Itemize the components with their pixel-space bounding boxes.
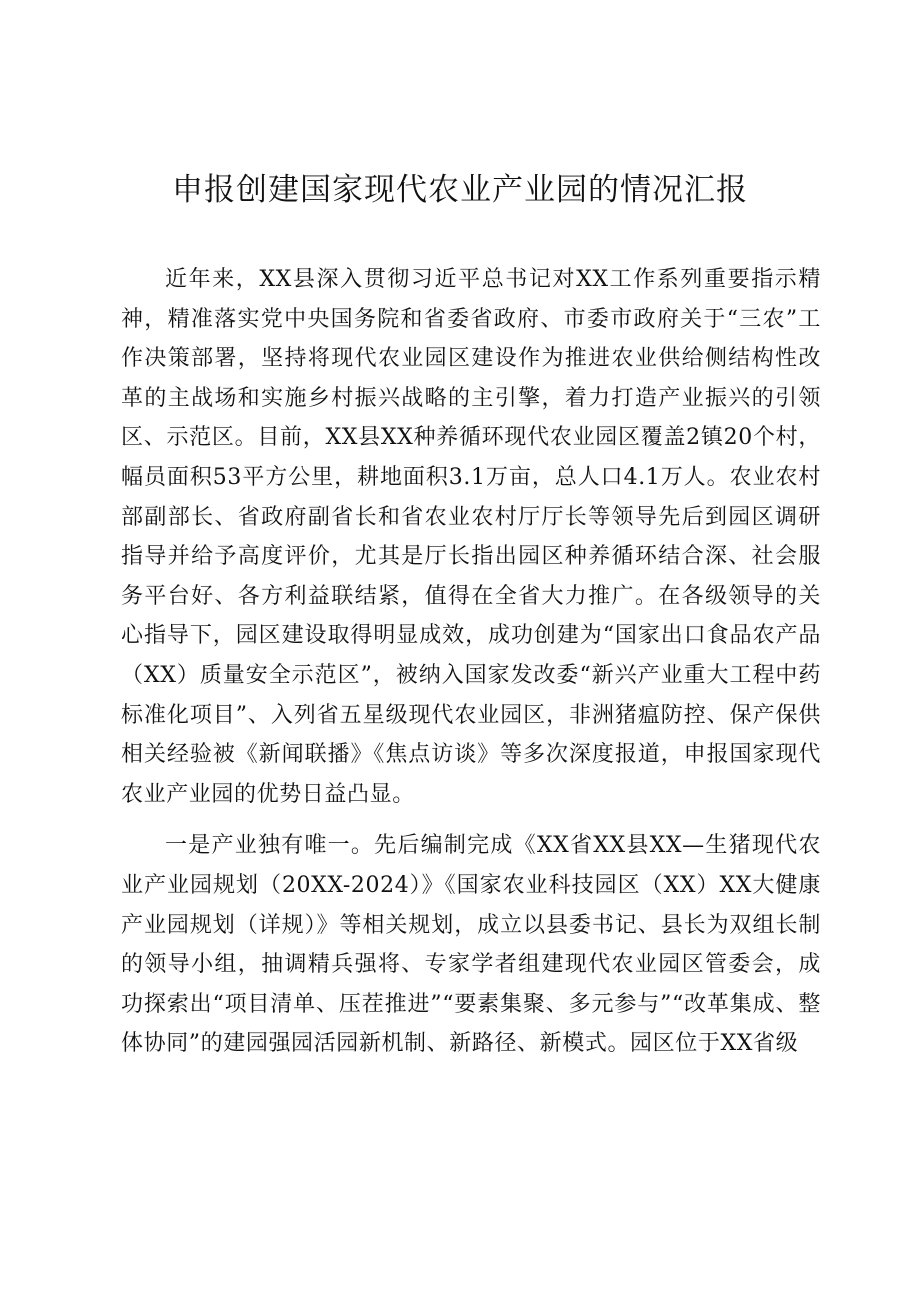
document-title: 申报创建国家现代农业产业园的情况汇报: [172, 172, 748, 208]
paragraph-intro: 近年来，XX县深入贯彻习近平总书记对XX工作系列重要指示精神，精准落实党中央国务院和省委省政府、市委市政府关于“三农”工作决策部署，坚持将现代农业园区建设作为推进农业供给侧结构性改革的主战场和实施乡村振兴战略的主引擎，着力打造产业振兴的引领区、示范区。目前，XX县XX种养循环现代农业园区覆盖2镇20个村，幅员面积53平方公里，耕地面积3.1万亩，总人口4.1万人。农业农村部副部长、省政府副省长和省农业农村厅厅长等领导先后到园区调研指导并给予高度评价，尤其是厅长指出园区种养循环结合深、社会服务平台好、各方利益联结紧，值得在全省大力推广。在各级领导的关心指导下，园区建设取得明显成效，成功创建为“国家出口食品农产品（XX）质量安全示范区”，被纳入国家发改委“新兴产业重大工程中药标准化项目”、入列省五星级现代农业园区，非洲猪瘟防控、保产保供相关经验被《新闻联播》《焦点访谈》等多次深度报道，申报国家现代农业产业园的优势日益凸显。: [121, 267, 821, 807]
paragraph-industry: 一是产业独有唯一。先后编制完成《XX省XX县XX—生猪现代农业产业园规划（20XX-2024）》《国家农业科技园区（XX）XX大健康产业园规划（详规）》等相关规划，成立以县委书记、县长为双组长制的领导小组，抽调精兵强将、专家学者组建现代农业园区管委会，成功探索出“项目清单、压茬推进”“要素集聚、多元参与”“改革集成、整体协同”的建园强园活园新机制、新路径、新模式。园区位于XX省级: [121, 833, 821, 1057]
document-body: [121, 260, 821, 1064]
